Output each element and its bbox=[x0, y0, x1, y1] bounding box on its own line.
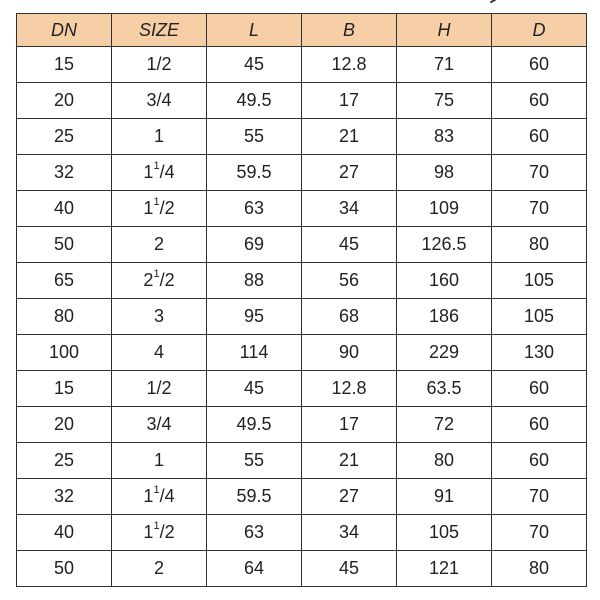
cell-dn: 40 bbox=[17, 191, 112, 227]
table-row bbox=[17, 191, 587, 227]
cell-d: 60 bbox=[492, 443, 587, 479]
cell-h: 63.5 bbox=[397, 371, 492, 407]
cell-size: 2 bbox=[112, 551, 207, 587]
dimension-table-container bbox=[16, 13, 587, 587]
table-row bbox=[17, 371, 587, 407]
header-b: B bbox=[302, 14, 397, 47]
mixed-fraction: 1 1 /4 bbox=[143, 484, 175, 506]
cell-size: 1 bbox=[112, 119, 207, 155]
cell-b: 12.8 bbox=[302, 47, 397, 83]
cell-l: 69 bbox=[207, 227, 302, 263]
cell-l: 49.5 bbox=[207, 407, 302, 443]
cell-d: 60 bbox=[492, 83, 587, 119]
cell-dn: 15 bbox=[17, 371, 112, 407]
corner-mark bbox=[490, 0, 496, 3]
cell-h: 229 bbox=[397, 335, 492, 371]
header-h: H bbox=[397, 14, 492, 47]
cell-d: 105 bbox=[492, 299, 587, 335]
header-size: SIZE bbox=[112, 14, 207, 47]
cell-d: 80 bbox=[492, 227, 587, 263]
cell-b: 12.8 bbox=[302, 371, 397, 407]
cell-l: 114 bbox=[207, 335, 302, 371]
cell-d: 60 bbox=[492, 47, 587, 83]
cell-size bbox=[112, 155, 207, 191]
table-row bbox=[17, 515, 587, 551]
cell-h: 105 bbox=[397, 515, 492, 551]
cell-h: 83 bbox=[397, 119, 492, 155]
cell-size bbox=[112, 191, 207, 227]
cell-b: 27 bbox=[302, 155, 397, 191]
cell-b: 56 bbox=[302, 263, 397, 299]
table-row bbox=[17, 119, 587, 155]
cell-b: 45 bbox=[302, 551, 397, 587]
cell-dn: 32 bbox=[17, 155, 112, 191]
cell-b: 27 bbox=[302, 479, 397, 515]
cell-size: 3/4 bbox=[112, 407, 207, 443]
cell-b: 45 bbox=[302, 227, 397, 263]
cell-dn: 25 bbox=[17, 443, 112, 479]
cell-d: 80 bbox=[492, 551, 587, 587]
header-dn: DN bbox=[17, 14, 112, 47]
cell-l: 49.5 bbox=[207, 83, 302, 119]
cell-b: 90 bbox=[302, 335, 397, 371]
cell-h: 72 bbox=[397, 407, 492, 443]
table-row bbox=[17, 407, 587, 443]
cell-dn: 20 bbox=[17, 83, 112, 119]
header-d: D bbox=[492, 14, 587, 47]
cell-b: 21 bbox=[302, 443, 397, 479]
table-row bbox=[17, 83, 587, 119]
cell-d: 105 bbox=[492, 263, 587, 299]
cell-h: 121 bbox=[397, 551, 492, 587]
table-row bbox=[17, 299, 587, 335]
cell-l: 59.5 bbox=[207, 155, 302, 191]
cell-l: 45 bbox=[207, 371, 302, 407]
cell-l: 64 bbox=[207, 551, 302, 587]
cell-d: 70 bbox=[492, 191, 587, 227]
cell-l: 45 bbox=[207, 47, 302, 83]
cell-size: 3 bbox=[112, 299, 207, 335]
cell-dn: 100 bbox=[17, 335, 112, 371]
table-row bbox=[17, 155, 587, 191]
mixed-fraction: 1 1 /2 bbox=[143, 196, 175, 218]
cell-d: 60 bbox=[492, 371, 587, 407]
table-row bbox=[17, 443, 587, 479]
cell-dn: 65 bbox=[17, 263, 112, 299]
cell-l: 63 bbox=[207, 515, 302, 551]
cell-h: 126.5 bbox=[397, 227, 492, 263]
cell-size bbox=[112, 263, 207, 299]
cell-h: 186 bbox=[397, 299, 492, 335]
cell-dn: 50 bbox=[17, 551, 112, 587]
cell-h: 71 bbox=[397, 47, 492, 83]
cell-size: 3/4 bbox=[112, 83, 207, 119]
table-body bbox=[17, 47, 587, 587]
cell-l: 63 bbox=[207, 191, 302, 227]
cell-size bbox=[112, 479, 207, 515]
table-row bbox=[17, 479, 587, 515]
cell-h: 91 bbox=[397, 479, 492, 515]
cell-dn: 32 bbox=[17, 479, 112, 515]
cell-d: 70 bbox=[492, 515, 587, 551]
cell-h: 109 bbox=[397, 191, 492, 227]
header-l: L bbox=[207, 14, 302, 47]
mixed-fraction: 1 1 /4 bbox=[143, 160, 175, 182]
cell-d: 60 bbox=[492, 119, 587, 155]
cell-size: 1/2 bbox=[112, 47, 207, 83]
cell-l: 59.5 bbox=[207, 479, 302, 515]
cell-l: 55 bbox=[207, 443, 302, 479]
cell-b: 17 bbox=[302, 407, 397, 443]
cell-b: 21 bbox=[302, 119, 397, 155]
cell-l: 95 bbox=[207, 299, 302, 335]
table-row bbox=[17, 551, 587, 587]
dimension-table bbox=[16, 13, 587, 587]
cell-dn: 15 bbox=[17, 47, 112, 83]
table-row bbox=[17, 263, 587, 299]
cell-dn: 50 bbox=[17, 227, 112, 263]
cell-size: 1/2 bbox=[112, 371, 207, 407]
cell-size bbox=[112, 515, 207, 551]
header-row bbox=[17, 14, 587, 47]
cell-l: 55 bbox=[207, 119, 302, 155]
cell-dn: 80 bbox=[17, 299, 112, 335]
cell-size: 4 bbox=[112, 335, 207, 371]
cell-d: 70 bbox=[492, 479, 587, 515]
cell-d: 60 bbox=[492, 407, 587, 443]
cell-h: 80 bbox=[397, 443, 492, 479]
cell-size: 1 bbox=[112, 443, 207, 479]
cell-dn: 20 bbox=[17, 407, 112, 443]
mixed-fraction: 1 1 /2 bbox=[143, 520, 175, 542]
cell-b: 34 bbox=[302, 191, 397, 227]
table-row bbox=[17, 47, 587, 83]
mixed-fraction: 2 1 /2 bbox=[143, 268, 175, 290]
cell-size: 2 bbox=[112, 227, 207, 263]
cell-l: 88 bbox=[207, 263, 302, 299]
cell-b: 68 bbox=[302, 299, 397, 335]
cell-h: 75 bbox=[397, 83, 492, 119]
cell-h: 98 bbox=[397, 155, 492, 191]
cell-dn: 40 bbox=[17, 515, 112, 551]
cell-b: 17 bbox=[302, 83, 397, 119]
table-row bbox=[17, 335, 587, 371]
cell-d: 130 bbox=[492, 335, 587, 371]
cell-d: 70 bbox=[492, 155, 587, 191]
table-row bbox=[17, 227, 587, 263]
cell-b: 34 bbox=[302, 515, 397, 551]
cell-dn: 25 bbox=[17, 119, 112, 155]
cell-h: 160 bbox=[397, 263, 492, 299]
